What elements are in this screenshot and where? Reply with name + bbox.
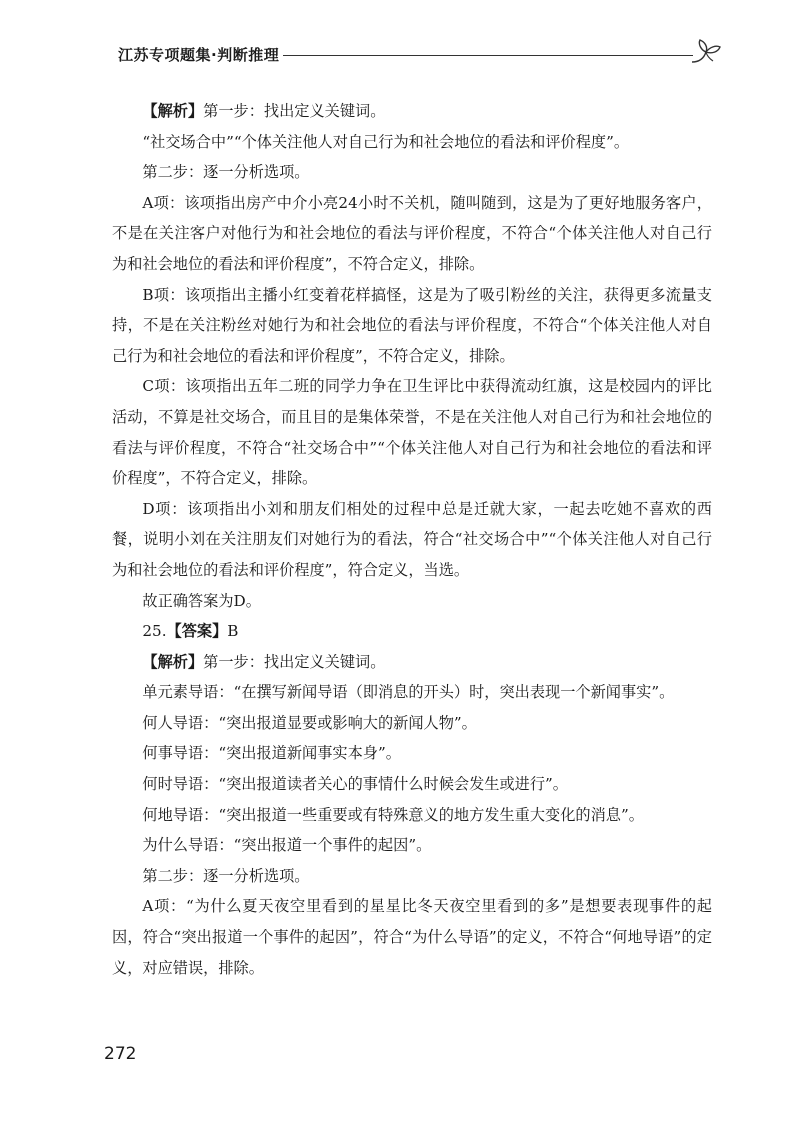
analysis-text-q25: 第一步：找出定义关键词。 (203, 652, 386, 671)
analysis-label-q25: 【解析】 (142, 652, 204, 671)
correct-answer-line: 故正确答案为D。 (142, 591, 261, 610)
question-number: 25. (142, 622, 167, 641)
keywords-line: “社交场合中”“个体关注他人对自己行为和社会地位的看法和评价程度”。 (142, 132, 630, 151)
running-header (118, 40, 718, 74)
analysis-text: 第一步：找出定义关键词。 (203, 102, 386, 120)
step-two-q25: 第二步：逐一分析选项。 (142, 866, 310, 885)
analysis-label: 【解析】 (142, 102, 204, 120)
option-a-analysis: A项：该项指出房产中介小亮24小时不关机，随叫随到，这是为了更好地服务客户，不是在关注客户对他行为和社会地位的看法与评价程度，不符合“个体关注他人对自己行为和社会地位的看法和评价程度”，不符合定义，排除。 (112, 193, 712, 273)
definition-who: 何人导语：“突出报道显要或影响大的新闻人物”。 (142, 713, 477, 732)
option-a-analysis-q25: A项：“为什么夏天夜空里看到的星星比冬天夜空里看到的多”是想要表现事件的起因，符合“突出报道一个事件的起因”，符合“为什么导语”的定义，不符合“何地导语”的定义，对应错误，排除。 (112, 897, 712, 977)
definition-why: 为什么导语：“突出报道一个事件的起因”。 (142, 836, 432, 855)
page-body (112, 96, 712, 983)
definition-what: 何事导语：“突出报道新闻事实本身”。 (142, 744, 401, 763)
definition-single-element: 单元素导语：“在撰写新闻导语（即消息的开头）时，突出表现一个新闻事实”。 (142, 683, 675, 702)
definition-when: 何时导语：“突出报道读者关心的事情什么时候会发生或进行”。 (142, 775, 568, 794)
sprout-icon (688, 36, 724, 70)
question-25-answer (112, 616, 712, 647)
option-d-analysis: D项：该项指出小刘和朋友们相处的过程中总是迁就大家，一起去吃她不喜欢的西餐，说明小刘在关注朋友们对她行为的看法，符合“社交场合中”“个体关注他人对自己行为和社会地位的看法和评价程度”，符合定义，当选。 (112, 499, 712, 579)
definition-where: 何地导语：“突出报道一些重要或有特殊意义的地方发生重大变化的消息”。 (142, 805, 644, 824)
option-b-analysis: B项：该项指出主播小红变着花样搞怪，这是为了吸引粉丝的关注，获得更多流量支持，不是在关注粉丝对她行为和社会地位的看法与评价程度，不符合“个体关注他人对自己行为和社会地位的看法和评价程度”，不符合定义，排除。 (112, 285, 712, 365)
analysis-step-one (112, 96, 712, 127)
step-two: 第二步：逐一分析选项。 (142, 163, 310, 182)
header-rule (283, 55, 693, 56)
answer-label: 【答案】 (166, 622, 228, 641)
option-c-analysis: C项：该项指出五年二班的同学力争在卫生评比中获得流动红旗，这是校园内的评比活动，不算是社交场合，而且目的是集体荣誉，不是在关注他人对自己行为和社会地位的看法与评价程度，不符合“社交场合中”“个体关注他人对自己行为和社会地位的看法和评价程度”，不符合定义，排除。 (112, 377, 712, 488)
page-number: 272 (104, 1044, 137, 1064)
answer-value: B (227, 622, 239, 641)
analysis-step-one-q25 (112, 647, 712, 678)
header-title: 江苏专项题集·判断推理 (118, 46, 280, 64)
